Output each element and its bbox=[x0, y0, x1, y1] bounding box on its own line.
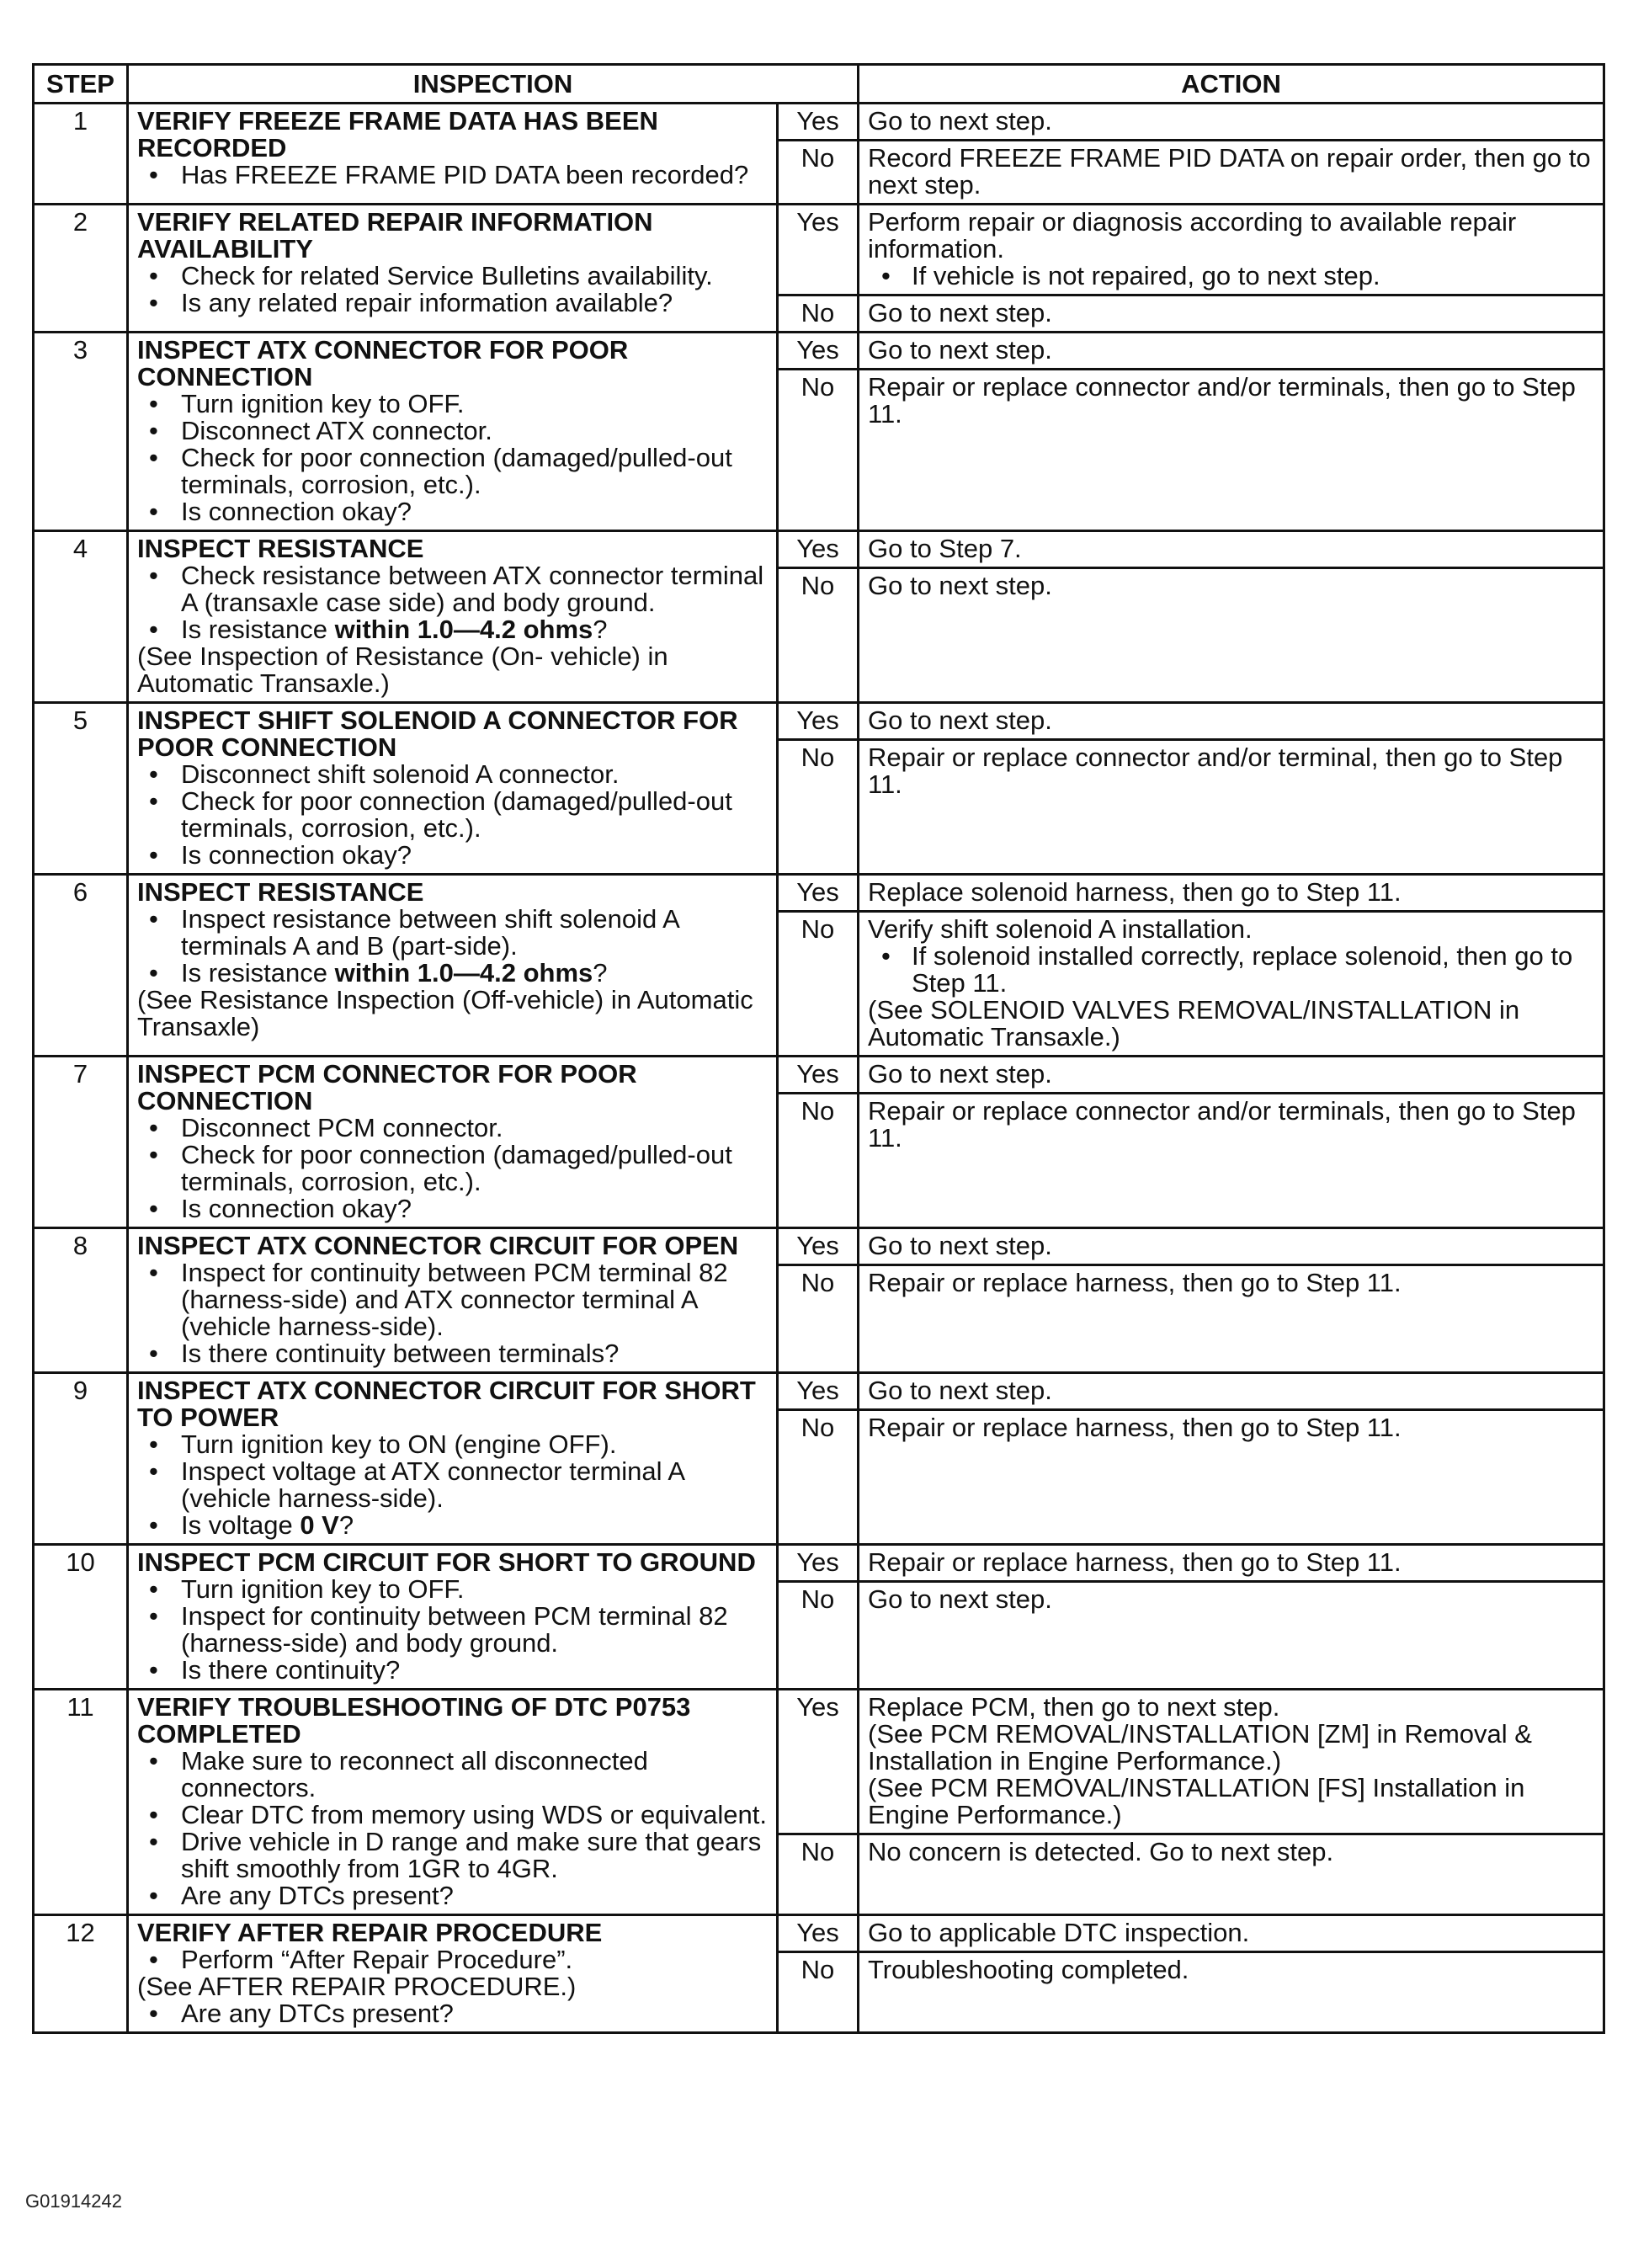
action-line: (See PCM REMOVAL/INSTALLATION [ZM] in Removal & Installation in Engine Performance.) bbox=[868, 1719, 1532, 1776]
step-row-yes bbox=[34, 1057, 1604, 1094]
yes-action bbox=[859, 104, 1604, 141]
action-line: No concern is detected. Go to next step. bbox=[868, 1837, 1334, 1866]
inspection-bullet bbox=[137, 391, 768, 418]
no-action bbox=[859, 1582, 1604, 1690]
header-row bbox=[34, 65, 1604, 104]
action-line: Go to Step 7. bbox=[868, 534, 1022, 563]
action-line: Replace solenoid harness, then go to Step 11. bbox=[868, 877, 1402, 907]
inspection-bullet bbox=[137, 1259, 768, 1340]
inspection-bullet bbox=[137, 1115, 768, 1142]
step-number: 4 bbox=[34, 531, 128, 703]
inspection-bullet bbox=[137, 1576, 768, 1603]
inspection-bullet bbox=[137, 1512, 768, 1539]
inspection-bullet bbox=[137, 616, 768, 643]
no-action bbox=[859, 370, 1604, 531]
bullet-text: Is resistance bbox=[181, 958, 335, 988]
step-row-yes bbox=[34, 104, 1604, 141]
inspection-title: VERIFY AFTER REPAIR PROCEDURE bbox=[137, 1918, 603, 1947]
no-action bbox=[859, 1265, 1604, 1373]
inspection-bullet bbox=[137, 788, 768, 842]
bullet-text: Check for poor connection (damaged/pulled-out terminals, corrosion, etc.). bbox=[181, 1140, 732, 1196]
inspection-bullet bbox=[137, 1882, 768, 1909]
inspection-bullet bbox=[137, 263, 768, 290]
inspection-bullet bbox=[137, 960, 768, 987]
no-action bbox=[859, 1410, 1604, 1545]
step-row-yes bbox=[34, 1915, 1604, 1952]
yes-label: Yes bbox=[778, 703, 859, 740]
action-line: Go to next step. bbox=[868, 571, 1052, 600]
yes-action bbox=[859, 703, 1604, 740]
no-label: No bbox=[778, 1834, 859, 1915]
yes-action bbox=[859, 1545, 1604, 1582]
no-action bbox=[859, 1834, 1604, 1915]
action-line: • If vehicle is not repaired, go to next step. bbox=[868, 263, 1594, 290]
inspection-bullet bbox=[137, 761, 768, 788]
step-row-yes bbox=[34, 205, 1604, 295]
step-row-yes bbox=[34, 875, 1604, 912]
table-body bbox=[34, 104, 1604, 2033]
action-line: • If solenoid installed correctly, replace solenoid, then go to Step 11. bbox=[868, 943, 1594, 997]
step-number: 1 bbox=[34, 104, 128, 205]
bullet-text: Is any related repair information available? bbox=[181, 288, 673, 317]
bullet-suffix: ? bbox=[593, 958, 608, 988]
no-action bbox=[859, 141, 1604, 205]
inspection-bullet bbox=[137, 1946, 768, 1973]
bullet-suffix: ? bbox=[338, 1510, 354, 1540]
inspection-cell bbox=[128, 205, 778, 333]
inspection-title: VERIFY TROUBLESHOOTING OF DTC P0753 COMPLETED bbox=[137, 1692, 691, 1749]
bullet-text: Is connection okay? bbox=[181, 497, 412, 526]
inspection-bullet bbox=[137, 1603, 768, 1657]
action-line: Repair or replace harness, then go to Step 11. bbox=[868, 1268, 1402, 1297]
no-label: No bbox=[778, 1265, 859, 1373]
no-action bbox=[859, 740, 1604, 875]
yes-label: Yes bbox=[778, 875, 859, 912]
bullet-text: Disconnect shift solenoid A connector. bbox=[181, 759, 620, 789]
step-number: 7 bbox=[34, 1057, 128, 1228]
bullet-text: Check for poor connection (damaged/pulled-out terminals, corrosion, etc.). bbox=[181, 443, 732, 499]
action-line: Go to next step. bbox=[868, 1376, 1052, 1405]
step-row-yes bbox=[34, 1545, 1604, 1582]
inspection-bullet bbox=[137, 418, 768, 445]
step-number: 8 bbox=[34, 1228, 128, 1373]
bullet-text: Disconnect PCM connector. bbox=[181, 1113, 503, 1142]
step-number: 11 bbox=[34, 1690, 128, 1915]
inspection-cell bbox=[128, 703, 778, 875]
step-row-yes bbox=[34, 1228, 1604, 1265]
yes-action bbox=[859, 205, 1604, 295]
bullet-text: Perform “After Repair Procedure”. bbox=[181, 1945, 573, 1974]
no-label: No bbox=[778, 1094, 859, 1228]
inspection-title: INSPECT PCM CIRCUIT FOR SHORT TO GROUND bbox=[137, 1547, 756, 1577]
bullet-text: Is connection okay? bbox=[181, 840, 412, 870]
action-line: Go to next step. bbox=[868, 1231, 1052, 1260]
inspection-title: VERIFY FREEZE FRAME DATA HAS BEEN RECORDED bbox=[137, 106, 658, 162]
inspection-bullet bbox=[137, 906, 768, 960]
bullet-text: Inspect resistance between shift solenoid A terminals A and B (part-side). bbox=[181, 904, 679, 961]
bullet-spec: within 1.0—4.2 ohms bbox=[334, 958, 593, 988]
inspection-title: VERIFY RELATED REPAIR INFORMATION AVAILABILITY bbox=[137, 207, 653, 264]
no-label: No bbox=[778, 1582, 859, 1690]
inspection-title: INSPECT ATX CONNECTOR FOR POOR CONNECTION bbox=[137, 335, 629, 391]
yes-label: Yes bbox=[778, 1228, 859, 1265]
action-line: Go to next step. bbox=[868, 705, 1052, 735]
yes-action bbox=[859, 1690, 1604, 1834]
no-action bbox=[859, 568, 1604, 703]
step-row-yes bbox=[34, 703, 1604, 740]
step-row-yes bbox=[34, 1690, 1604, 1834]
step-header: STEP bbox=[34, 65, 128, 104]
inspection-bullet bbox=[137, 1657, 768, 1684]
bullet-text: Is connection okay? bbox=[181, 1194, 412, 1223]
inspection-cell bbox=[128, 104, 778, 205]
inspection-cell bbox=[128, 1373, 778, 1545]
action-line: Troubleshooting completed. bbox=[868, 1955, 1189, 1984]
bullet-text: Check for poor connection (damaged/pulled-out terminals, corrosion, etc.). bbox=[181, 786, 732, 843]
yes-action bbox=[859, 333, 1604, 370]
no-action bbox=[859, 1094, 1604, 1228]
action-line: Verify shift solenoid A installation. bbox=[868, 914, 1253, 944]
action-line: Go to next step. bbox=[868, 106, 1052, 136]
action-line: Repair or replace connector and/or terminal, then go to Step 11. bbox=[868, 743, 1563, 799]
inspection-bullet bbox=[137, 562, 768, 616]
yes-label: Yes bbox=[778, 1545, 859, 1582]
yes-label: Yes bbox=[778, 104, 859, 141]
bullet-text: Inspect for continuity between PCM terminal 82 (harness-side) and ATX connector terminal A (vehicle harness-side). bbox=[181, 1258, 728, 1341]
step-number: 3 bbox=[34, 333, 128, 531]
yes-action bbox=[859, 531, 1604, 568]
bullet-suffix: ? bbox=[593, 615, 608, 644]
yes-label: Yes bbox=[778, 1373, 859, 1410]
bullet-text: Is there continuity? bbox=[181, 1655, 401, 1685]
inspection-cell bbox=[128, 1057, 778, 1228]
step-number: 6 bbox=[34, 875, 128, 1057]
inspection-bullet bbox=[137, 842, 768, 869]
no-label: No bbox=[778, 295, 859, 333]
inspection-bullet bbox=[137, 1195, 768, 1222]
inspection-cell bbox=[128, 1545, 778, 1690]
inspection-bullet bbox=[137, 498, 768, 525]
inspection-title: INSPECT RESISTANCE bbox=[137, 534, 424, 563]
bullet-text: Is resistance bbox=[181, 615, 335, 644]
inspection-bullet bbox=[137, 1458, 768, 1512]
no-label: No bbox=[778, 1952, 859, 2033]
step-number: 9 bbox=[34, 1373, 128, 1545]
inspection-cell bbox=[128, 875, 778, 1057]
step-number: 12 bbox=[34, 1915, 128, 2033]
inspection-bullet bbox=[137, 162, 768, 189]
inspection-cell bbox=[128, 1690, 778, 1915]
bullet-spec: 0 V bbox=[300, 1510, 339, 1540]
step-row-yes bbox=[34, 333, 1604, 370]
action-line: Go to next step. bbox=[868, 1059, 1052, 1089]
step-row-yes bbox=[34, 531, 1604, 568]
action-line: Go to applicable DTC inspection. bbox=[868, 1918, 1250, 1947]
inspection-note: (See Resistance Inspection (Off-vehicle) in Automatic Transaxle) bbox=[137, 985, 753, 1041]
inspection-title: INSPECT SHIFT SOLENOID A CONNECTOR FOR POOR CONNECTION bbox=[137, 705, 738, 762]
action-line: Go to next step. bbox=[868, 335, 1052, 365]
inspection-table bbox=[32, 63, 1605, 2034]
inspection-title: INSPECT ATX CONNECTOR CIRCUIT FOR OPEN bbox=[137, 1231, 739, 1260]
yes-action bbox=[859, 1228, 1604, 1265]
action-line: Go to next step. bbox=[868, 298, 1052, 327]
bullet-text: Disconnect ATX connector. bbox=[181, 416, 492, 445]
yes-action bbox=[859, 875, 1604, 912]
yes-action bbox=[859, 1915, 1604, 1952]
inspection-note: (See AFTER REPAIR PROCEDURE.) bbox=[137, 1972, 577, 2001]
inspection-bullet bbox=[137, 445, 768, 498]
no-label: No bbox=[778, 912, 859, 1057]
action-line: (See SOLENOID VALVES REMOVAL/INSTALLATION in Automatic Transaxle.) bbox=[868, 995, 1520, 1051]
inspection-title: INSPECT PCM CONNECTOR FOR POOR CONNECTION bbox=[137, 1059, 637, 1115]
bullet-text: Inspect voltage at ATX connector terminal A (vehicle harness-side). bbox=[181, 1456, 684, 1513]
step-number: 10 bbox=[34, 1545, 128, 1690]
inspection-bullet bbox=[137, 1340, 768, 1367]
action-line: Record FREEZE FRAME PID DATA on repair order, then go to next step. bbox=[868, 143, 1591, 200]
action-line: (See PCM REMOVAL/INSTALLATION [FS] Installation in Engine Performance.) bbox=[868, 1773, 1525, 1829]
no-label: No bbox=[778, 1410, 859, 1545]
inspection-cell bbox=[128, 531, 778, 703]
action-line: Repair or replace harness, then go to Step 11. bbox=[868, 1413, 1402, 1442]
yes-label: Yes bbox=[778, 1690, 859, 1834]
inspection-bullet bbox=[137, 1802, 768, 1829]
inspection-bullet bbox=[137, 1431, 768, 1458]
no-label: No bbox=[778, 141, 859, 205]
action-line: Repair or replace connector and/or terminals, then go to Step 11. bbox=[868, 372, 1576, 429]
bullet-text: Are any DTCs present? bbox=[181, 1999, 454, 2028]
no-action bbox=[859, 295, 1604, 333]
action-line: Perform repair or diagnosis according to available repair information. bbox=[868, 207, 1517, 264]
bullet-text: Are any DTCs present? bbox=[181, 1881, 454, 1910]
bullet-spec: within 1.0—4.2 ohms bbox=[334, 615, 593, 644]
inspection-bullet bbox=[137, 1748, 768, 1802]
yes-label: Yes bbox=[778, 1915, 859, 1952]
inspection-bullet bbox=[137, 290, 768, 317]
action-line: Repair or replace connector and/or terminals, then go to Step 11. bbox=[868, 1096, 1576, 1153]
yes-action bbox=[859, 1373, 1604, 1410]
action-line: Go to next step. bbox=[868, 1584, 1052, 1614]
yes-label: Yes bbox=[778, 333, 859, 370]
inspection-note: (See Inspection of Resistance (On- vehicle) in Automatic Transaxle.) bbox=[137, 642, 668, 698]
no-action bbox=[859, 912, 1604, 1057]
inspection-cell bbox=[128, 1915, 778, 2033]
bullet-text: Is there continuity between terminals? bbox=[181, 1339, 620, 1368]
bullet-text: Turn ignition key to ON (engine OFF). bbox=[181, 1429, 617, 1459]
inspection-header: INSPECTION bbox=[128, 65, 859, 104]
inspection-bullet bbox=[137, 1142, 768, 1195]
bullet-text: Check resistance between ATX connector terminal A (transaxle case side) and body ground. bbox=[181, 561, 764, 617]
inspection-bullet bbox=[137, 1829, 768, 1882]
step-row-yes bbox=[34, 1373, 1604, 1410]
bullet-text: Check for related Service Bulletins availability. bbox=[181, 261, 713, 290]
diagnostic-table bbox=[32, 63, 1603, 2034]
yes-label: Yes bbox=[778, 1057, 859, 1094]
yes-label: Yes bbox=[778, 205, 859, 295]
bullet-text: Make sure to reconnect all disconnected connectors. bbox=[181, 1746, 648, 1802]
yes-action bbox=[859, 1057, 1604, 1094]
inspection-cell bbox=[128, 1228, 778, 1373]
action-line: Repair or replace harness, then go to Step 11. bbox=[868, 1547, 1402, 1577]
inspection-bullet bbox=[137, 2000, 768, 2027]
no-action bbox=[859, 1952, 1604, 2033]
inspection-cell bbox=[128, 333, 778, 531]
step-number: 2 bbox=[34, 205, 128, 333]
step-number: 5 bbox=[34, 703, 128, 875]
no-label: No bbox=[778, 370, 859, 531]
bullet-text: Drive vehicle in D range and make sure that gears shift smoothly from 1GR to 4GR. bbox=[181, 1827, 762, 1883]
no-label: No bbox=[778, 740, 859, 875]
inspection-title: INSPECT ATX CONNECTOR CIRCUIT FOR SHORT TO POWER bbox=[137, 1376, 756, 1432]
action-header: ACTION bbox=[859, 65, 1604, 104]
bullet-text: Turn ignition key to OFF. bbox=[181, 389, 465, 418]
bullet-text: Has FREEZE FRAME PID DATA been recorded? bbox=[181, 160, 749, 189]
inspection-title: INSPECT RESISTANCE bbox=[137, 877, 424, 907]
action-line: Replace PCM, then go to next step. bbox=[868, 1692, 1280, 1722]
no-label: No bbox=[778, 568, 859, 703]
bullet-text: Turn ignition key to OFF. bbox=[181, 1574, 465, 1604]
bullet-text: Is voltage bbox=[181, 1510, 301, 1540]
yes-label: Yes bbox=[778, 531, 859, 568]
bullet-text: Inspect for continuity between PCM terminal 82 (harness-side) and body ground. bbox=[181, 1601, 728, 1658]
figure-code: G01914242 bbox=[25, 2191, 122, 2212]
bullet-text: Clear DTC from memory using WDS or equivalent. bbox=[181, 1800, 767, 1829]
